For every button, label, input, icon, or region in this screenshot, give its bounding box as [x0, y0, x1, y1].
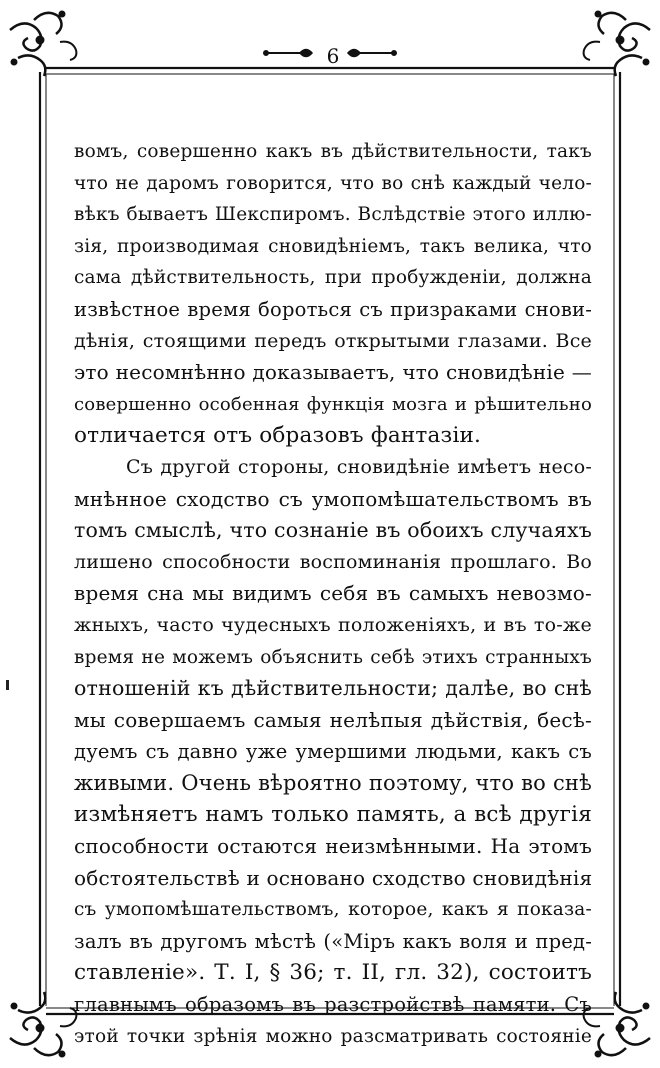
corner-ornament-bottom-right-icon	[584, 992, 650, 1057]
text-line: главнымъ образомъ въ разстройствѣ памяти. Съ	[74, 993, 592, 1017]
text-line: совершенно особенная функція мозга и рѣшительно	[74, 393, 592, 415]
text-line: Съ другой стороны, сновидѣніе имѣетъ несо-	[126, 455, 592, 478]
text-line: обстоятельствѣ и основано сходство сновидѣнія	[74, 865, 593, 890]
text-line: зія, производимая сновидѣніемъ, такъ велика, что	[74, 235, 592, 257]
text-line: мы совершаемъ самыя нелѣпыя дѣйствія, бесѣ-	[74, 707, 592, 732]
text-line: этой точки зрѣнія можно разсматривать состояніе	[74, 1025, 592, 1047]
page-number: 6	[326, 44, 340, 68]
text-line: лишено способности воспоминанія прошлаго. Во	[74, 550, 592, 573]
text-line: мнѣнное сходство съ умопомѣшательствомъ въ	[74, 486, 592, 511]
text-line: съ умопомѣшательствомъ, которое, какъ я показа-	[74, 899, 592, 921]
text-line: отличается отъ образовъ фантазіи.	[74, 423, 482, 449]
text-line: способности остаются неизмѣнными. На этомъ	[74, 834, 592, 859]
text-line: измѣняетъ намъ только память, а всѣ другія	[74, 802, 592, 828]
text-line: залъ въ другомъ мѣстѣ («Міръ какъ воля и пред-	[74, 929, 592, 953]
text-line: томъ смыслѣ, что сознаніе въ обоихъ случаяхъ	[74, 518, 592, 543]
page-header	[0, 34, 660, 74]
body-text	[74, 136, 592, 1052]
text-line: дуемъ съ давно уже умершими людьми, какъ съ	[74, 740, 592, 764]
text-line: извѣстное время бороться съ призраками снови-	[74, 297, 592, 321]
text-line: что не даромъ говорится, что во снѣ каждый чело-	[74, 172, 592, 194]
margin-mark	[6, 680, 9, 690]
text-line: время не можемъ объяснить себѣ этихъ странныхъ	[74, 646, 592, 668]
text-line: ставленіе». Т. I, § 36; т. II, гл. 32), состоитъ	[74, 960, 592, 986]
text-line: вомъ, совершенно какъ въ дѣйствительности, такъ	[74, 141, 592, 162]
text-line: это несомнѣнно доказываетъ, что сновидѣніе —	[74, 360, 592, 385]
text-line: жныхъ, часто чудесныхъ положеніяхъ, и въ то-же	[74, 613, 592, 636]
text-line: вѣкъ бываетъ Шекспиромъ. Вслѣдствіе этого иллю-	[74, 204, 592, 226]
text-line: живыми. Очень вѣроятно поэтому, что во снѣ	[74, 770, 592, 795]
corner-ornament-bottom-left-icon	[10, 992, 76, 1057]
text-line: сама дѣйствительность, при пробужденіи, должна	[74, 267, 592, 289]
text-line: отношеній къ дѣйствительности; далѣе, во снѣ	[74, 676, 592, 701]
text-line: дѣнія, стоящими передъ открытыми глазами. Все	[74, 329, 592, 352]
text-line: время сна мы видимъ себя въ самыхъ невозмо-	[74, 581, 592, 606]
